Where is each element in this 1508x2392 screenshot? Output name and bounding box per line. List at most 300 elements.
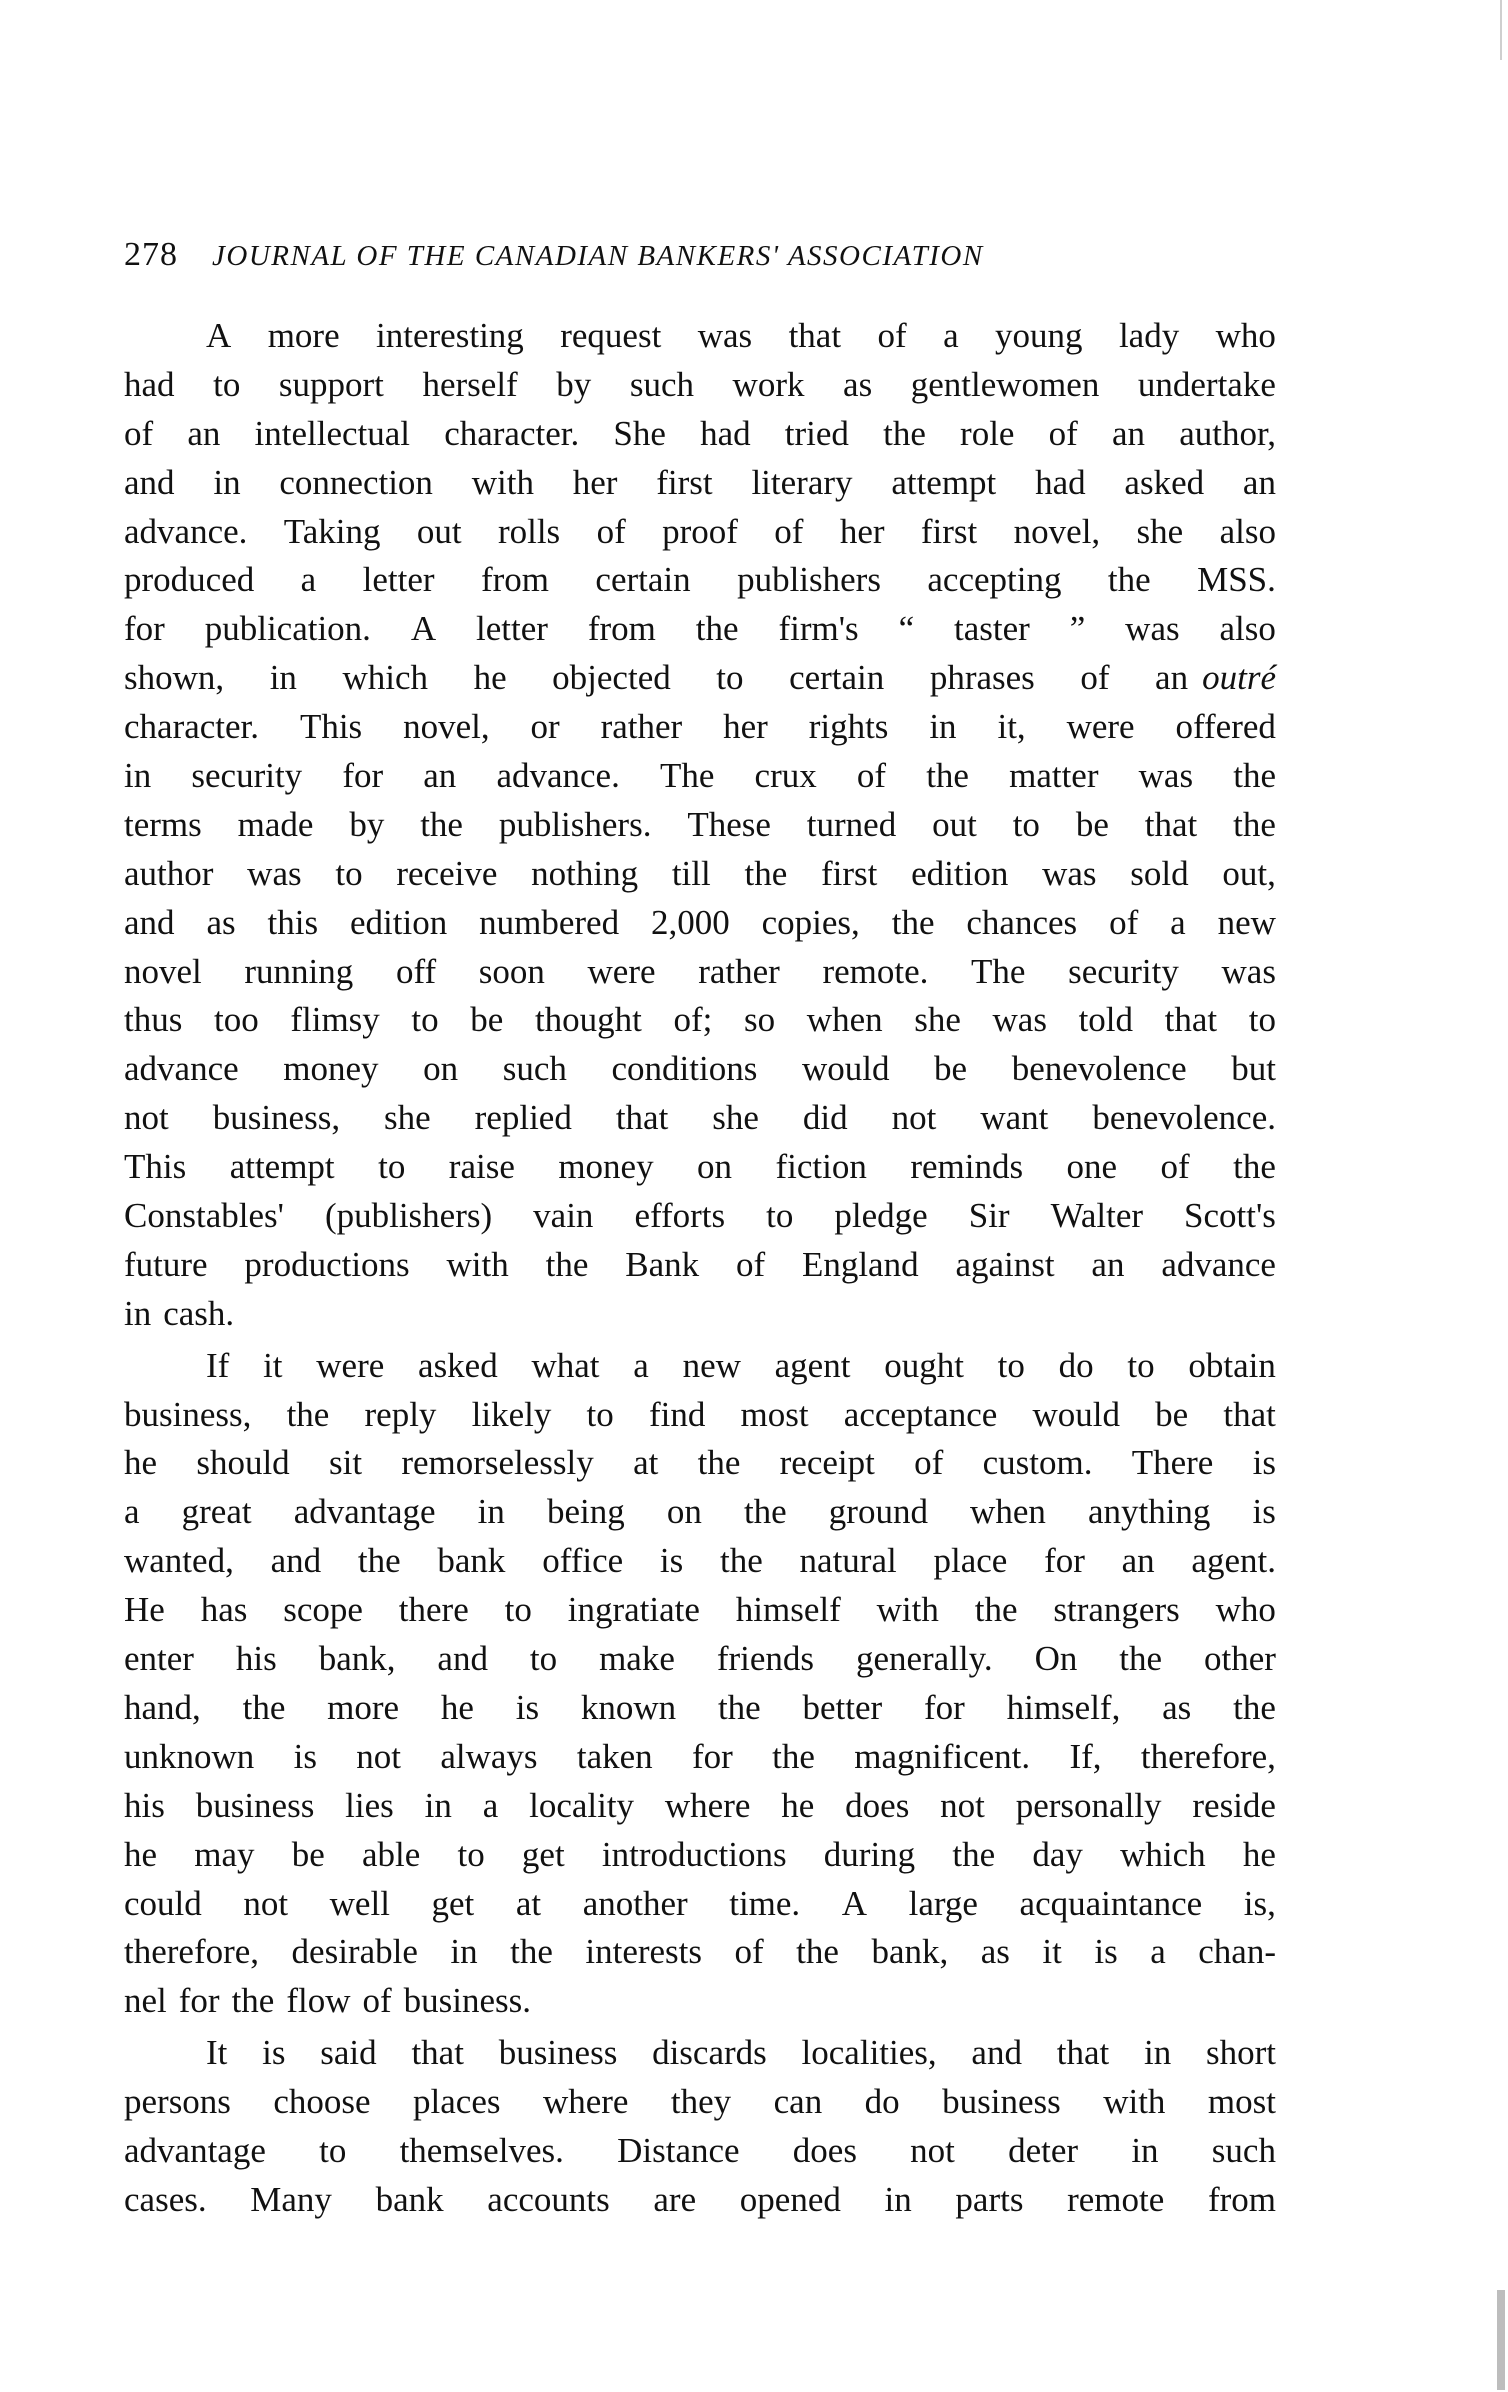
word: he <box>440 1687 474 1727</box>
word: she <box>914 1000 961 1040</box>
word: by <box>556 364 592 404</box>
word: the <box>926 756 969 796</box>
word: the <box>1233 804 1276 844</box>
word: has <box>200 1590 248 1630</box>
word: make <box>599 1639 675 1679</box>
journal-title: JOURNAL OF THE CANADIAN BANKERS' ASSOCIATION <box>212 240 984 272</box>
word: flow <box>286 1981 351 2021</box>
word: be <box>470 1000 504 1040</box>
word: do <box>864 2082 900 2122</box>
word: phrases <box>929 658 1035 698</box>
word: literary <box>751 462 853 502</box>
word: great <box>181 1492 252 1532</box>
word: does <box>845 1785 910 1825</box>
word: interests <box>585 1932 703 1972</box>
word: The <box>659 756 715 796</box>
word: pledge <box>834 1196 928 1236</box>
word: replied <box>474 1098 572 1138</box>
word: the <box>420 804 463 844</box>
word: this <box>267 902 319 942</box>
word: of <box>856 756 887 796</box>
word: one <box>1066 1147 1118 1187</box>
text-line <box>124 996 1276 1045</box>
word: he <box>124 1834 158 1874</box>
word: for <box>924 1687 965 1727</box>
word: to <box>1127 1345 1155 1385</box>
word: where <box>664 1785 751 1825</box>
word: business <box>942 2082 1061 2122</box>
word: want <box>980 1098 1049 1138</box>
word: was <box>1042 853 1097 893</box>
word: generally. <box>855 1639 993 1679</box>
word: more <box>267 316 340 355</box>
word: the <box>743 1492 787 1532</box>
word: is <box>659 1541 684 1581</box>
word: locality <box>529 1785 635 1825</box>
word: the <box>717 1687 761 1727</box>
word: in <box>477 1492 505 1532</box>
word: nothing <box>531 853 639 893</box>
word: of <box>735 1244 766 1284</box>
word: not <box>891 1098 937 1138</box>
word: that <box>411 2033 464 2073</box>
word: taken <box>576 1736 653 1776</box>
word: that <box>1144 804 1198 844</box>
word: most <box>740 1394 809 1434</box>
word: it <box>263 1345 283 1385</box>
word: was <box>247 853 302 893</box>
word: cases. <box>124 2179 207 2219</box>
word: too <box>213 1000 259 1040</box>
word: magnificent. <box>854 1736 1031 1776</box>
word: ought <box>884 1345 964 1385</box>
word: A <box>206 316 232 355</box>
word: first <box>920 511 978 551</box>
word: that <box>1056 2033 1110 2073</box>
word: his <box>124 1785 165 1825</box>
word: of <box>914 1443 944 1483</box>
word: of <box>774 511 804 551</box>
word: does <box>792 2130 857 2170</box>
word: had <box>124 364 175 404</box>
word: ground <box>828 1492 928 1532</box>
word: taster <box>954 609 1030 649</box>
word: is, <box>1243 1883 1276 1923</box>
word: attempt <box>229 1147 335 1187</box>
word: strangers <box>1053 1590 1180 1630</box>
word: not <box>243 1883 289 1923</box>
word: not <box>356 1736 402 1776</box>
word: connection <box>279 462 433 502</box>
word: firm's <box>778 609 859 649</box>
word: but <box>1231 1049 1276 1089</box>
word: lies <box>345 1785 394 1825</box>
text-line-last <box>124 1290 1276 1339</box>
word: there <box>398 1590 469 1630</box>
word: vain <box>533 1196 594 1236</box>
text-line <box>124 1342 1276 1391</box>
word: localities, <box>801 2033 937 2073</box>
text-line-with-italic <box>124 654 1276 703</box>
word: an <box>1111 413 1146 453</box>
word: persons <box>124 2082 231 2122</box>
word: letter <box>476 609 548 649</box>
text-line <box>124 1831 1276 1880</box>
word: soon <box>478 951 545 991</box>
word: MSS. <box>1197 560 1276 600</box>
word: out, <box>1222 853 1276 893</box>
text-line <box>124 1143 1276 1192</box>
word: ” <box>1069 609 1086 649</box>
word: friends <box>716 1639 815 1679</box>
word: is <box>1252 1443 1276 1483</box>
text-line <box>124 703 1276 752</box>
text-line <box>124 312 1276 361</box>
page-number: 278 <box>124 236 178 273</box>
word: get <box>521 1834 565 1874</box>
word: from <box>480 560 549 600</box>
text-line <box>124 2029 1276 2078</box>
word: such <box>502 1049 567 1089</box>
running-head <box>124 236 1274 286</box>
body-text <box>124 312 1276 2225</box>
word: get <box>431 1883 475 1923</box>
word: first <box>821 853 878 893</box>
word: discards <box>652 2033 767 2073</box>
text-line <box>124 361 1276 410</box>
word: who <box>1215 316 1276 355</box>
word: If, <box>1069 1736 1102 1776</box>
word: chan- <box>1198 1932 1276 1972</box>
word: obtain <box>1188 1345 1276 1385</box>
text-line <box>124 850 1276 899</box>
word: did <box>802 1098 848 1138</box>
word: always <box>440 1736 538 1776</box>
word: acceptance <box>843 1394 998 1434</box>
word: intellectual <box>254 413 411 453</box>
text-line <box>124 1635 1276 1684</box>
word: out <box>932 804 977 844</box>
text-line <box>124 1586 1276 1635</box>
word: for <box>178 1981 220 2021</box>
word: a <box>300 560 317 600</box>
word: told <box>1078 1000 1134 1040</box>
word: in <box>424 1785 452 1825</box>
word: not <box>910 2130 955 2170</box>
word: nel <box>124 1981 167 2021</box>
word: of <box>1048 413 1078 453</box>
word: the <box>1119 1639 1163 1679</box>
word: certain <box>595 560 691 600</box>
word: to <box>1012 804 1040 844</box>
word: find <box>648 1394 706 1434</box>
word: agent. <box>1191 1541 1276 1581</box>
text-line <box>124 801 1276 850</box>
word: most <box>1207 2082 1276 2122</box>
word: of <box>362 1981 392 2021</box>
word: in <box>124 756 152 796</box>
word: character. <box>444 413 580 453</box>
word: a <box>1150 1932 1166 1972</box>
word: places <box>413 2082 501 2122</box>
word: novel <box>124 951 202 991</box>
word: chances <box>966 902 1078 942</box>
word: for <box>342 756 384 796</box>
word: themselves. <box>399 2130 564 2170</box>
word: proof <box>662 511 738 551</box>
word: likely <box>471 1394 552 1434</box>
word: request <box>560 316 662 355</box>
word: to <box>457 1834 485 1874</box>
word: of <box>1160 1147 1190 1187</box>
text-line <box>124 508 1276 557</box>
word: benevolence <box>1011 1049 1187 1089</box>
word: Scott's <box>1184 1196 1276 1236</box>
word: efforts <box>634 1196 726 1236</box>
text-line-last <box>124 1977 1276 2026</box>
word: edition <box>911 853 1009 893</box>
text-line <box>124 410 1276 459</box>
word: in <box>1143 2033 1172 2073</box>
word: had <box>700 413 751 453</box>
word: place <box>933 1541 1008 1581</box>
word: a <box>1170 902 1186 942</box>
word: produced <box>124 560 255 600</box>
word: had <box>1035 462 1086 502</box>
word: the <box>231 1981 275 2021</box>
word: of <box>1109 902 1139 942</box>
word: opened <box>739 2179 841 2219</box>
word: to <box>716 658 744 698</box>
word: enter <box>124 1639 194 1679</box>
word: A <box>841 1883 868 1923</box>
word: such <box>629 364 694 404</box>
word: author <box>124 853 214 893</box>
word: of <box>734 1932 764 1972</box>
word: young <box>995 316 1083 355</box>
text-line <box>124 1488 1276 1537</box>
word: an <box>1242 462 1276 502</box>
word: business <box>195 1785 315 1825</box>
word: scope <box>283 1590 363 1630</box>
word: accounts <box>487 2179 610 2219</box>
word: the <box>697 1443 741 1483</box>
word: himself <box>735 1590 841 1630</box>
text-line <box>124 899 1276 948</box>
word: advantage <box>293 1492 436 1532</box>
text-line <box>124 1782 1276 1831</box>
word: was <box>1138 756 1194 796</box>
word: advance. <box>124 511 248 551</box>
word: reminds <box>910 1147 1024 1187</box>
word: and <box>124 902 175 942</box>
word: was <box>697 316 753 355</box>
word: with <box>876 1590 939 1630</box>
word: a <box>943 316 959 355</box>
word: advantage <box>124 2130 266 2170</box>
word: The <box>971 951 1026 991</box>
word: well <box>329 1883 390 1923</box>
word: in <box>450 1932 478 1972</box>
word: at <box>515 1883 542 1923</box>
word: he <box>124 1443 158 1483</box>
word: her <box>723 707 768 747</box>
word: natural <box>799 1541 897 1581</box>
word: is <box>1252 1492 1276 1532</box>
word: from <box>1207 2179 1276 2219</box>
word: out <box>416 511 462 551</box>
word: to <box>586 1394 614 1434</box>
word: remote <box>1067 2179 1165 2219</box>
word: the <box>772 1736 815 1776</box>
text-line <box>124 1684 1276 1733</box>
word: thus <box>124 1000 183 1040</box>
word: thought <box>534 1000 642 1040</box>
word: the <box>357 1541 401 1581</box>
word: in <box>1131 2130 1159 2170</box>
italic-word: outré <box>1202 658 1276 698</box>
word: 2,000 <box>650 902 730 942</box>
word: objected <box>552 658 671 698</box>
word: to <box>504 1590 532 1630</box>
word: unknown <box>124 1736 255 1776</box>
word: for <box>1044 1541 1085 1581</box>
text-line <box>124 1391 1276 1440</box>
word: of <box>1080 658 1110 698</box>
word: therefore, <box>124 1932 260 1972</box>
word: by <box>349 804 385 844</box>
word: bank, <box>871 1932 949 1972</box>
word: turned <box>806 804 897 844</box>
word: role <box>960 413 1015 453</box>
word: Taking <box>283 511 381 551</box>
word: when <box>970 1492 1046 1532</box>
word: or <box>530 707 560 747</box>
word: in <box>884 2179 912 2219</box>
word: and <box>971 2033 1022 2073</box>
word: ingratiate <box>567 1590 700 1630</box>
word: raise <box>448 1147 515 1187</box>
word: the <box>242 1687 286 1727</box>
word: it <box>1042 1932 1062 1972</box>
word: were <box>1066 707 1135 747</box>
word: certain <box>789 658 885 698</box>
word: There <box>1131 1443 1214 1483</box>
word: business, <box>124 1394 252 1434</box>
word: an <box>1155 658 1189 698</box>
word: day <box>1032 1834 1083 1874</box>
word: author, <box>1179 413 1276 453</box>
text-line <box>124 2127 1276 2176</box>
word: an <box>1091 1244 1125 1284</box>
word: publishers <box>737 560 881 600</box>
word: be <box>291 1834 325 1874</box>
word: at <box>633 1443 659 1483</box>
word: were <box>587 951 656 991</box>
word: when <box>806 1000 883 1040</box>
word: not <box>940 1785 985 1825</box>
word: business <box>498 2033 618 2073</box>
word: of <box>124 413 154 453</box>
word: publication. <box>204 609 371 649</box>
word: can <box>773 2082 823 2122</box>
word: what <box>531 1345 600 1385</box>
word: where <box>542 2082 629 2122</box>
word: able <box>361 1834 421 1874</box>
word: more <box>327 1687 400 1727</box>
word: said <box>320 2033 377 2073</box>
word: work <box>732 364 805 404</box>
word: reply <box>364 1394 437 1434</box>
word: and <box>437 1639 488 1679</box>
word: tried <box>784 413 849 453</box>
word: character. <box>124 707 260 747</box>
word: If <box>206 1345 230 1385</box>
word: could <box>124 1883 202 1923</box>
word: also <box>1219 609 1276 649</box>
word: money <box>558 1147 654 1187</box>
word: future <box>124 1244 208 1284</box>
word: a <box>124 1492 140 1532</box>
word: such <box>1211 2130 1276 2170</box>
word: better <box>802 1687 883 1727</box>
word: an <box>187 413 221 453</box>
word: deter <box>1008 2130 1079 2170</box>
word: the <box>1233 756 1276 796</box>
word: introductions <box>601 1834 787 1874</box>
word: it, <box>997 707 1026 747</box>
word: the <box>796 1932 839 1972</box>
word: her <box>572 462 618 502</box>
word: letter <box>362 560 435 600</box>
text-line <box>124 459 1276 508</box>
word: support <box>278 364 384 404</box>
word: on <box>666 1492 702 1532</box>
word: It <box>206 2033 228 2073</box>
word: benevolence. <box>1092 1098 1276 1138</box>
word: his <box>235 1639 277 1679</box>
word: from <box>587 609 656 649</box>
word: new <box>682 1345 741 1385</box>
word: on <box>697 1147 733 1187</box>
word: were <box>316 1345 385 1385</box>
word: interesting <box>376 316 524 355</box>
word: remorselessly <box>401 1443 594 1483</box>
word: desirable <box>291 1932 418 1972</box>
word: with <box>471 462 534 502</box>
word: the <box>1107 560 1151 600</box>
word: she <box>384 1098 431 1138</box>
word: productions <box>244 1244 410 1284</box>
word: rolls <box>497 511 561 551</box>
word: matter <box>1009 756 1099 796</box>
word: rather <box>698 951 780 991</box>
word: that <box>1164 1000 1218 1040</box>
word: agent <box>774 1345 851 1385</box>
word: they <box>670 2082 732 2122</box>
word: known <box>580 1687 677 1727</box>
word: Sir <box>968 1196 1010 1236</box>
word: attempt <box>891 462 997 502</box>
word: a <box>633 1345 649 1385</box>
text-line <box>124 1928 1276 1977</box>
word: against <box>955 1244 1055 1284</box>
word: to <box>213 364 241 404</box>
word: large <box>908 1883 978 1923</box>
word: to <box>319 2130 347 2170</box>
word: not <box>124 1098 169 1138</box>
word: to <box>1248 1000 1276 1040</box>
